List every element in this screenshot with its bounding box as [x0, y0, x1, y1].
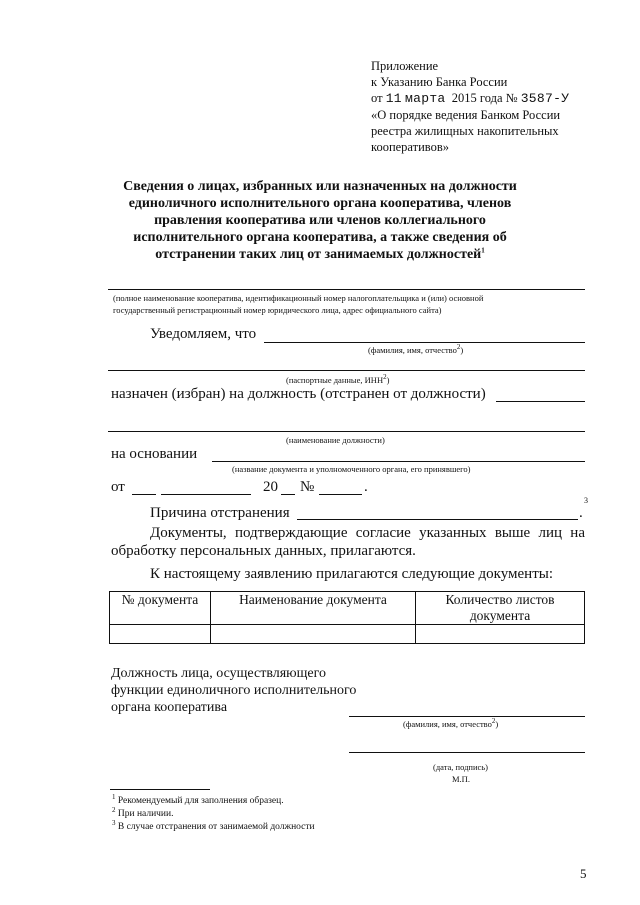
appointed-field[interactable]: [496, 401, 585, 402]
appendix-line2: к Указанию Банка России: [371, 75, 508, 89]
signature-date-field[interactable]: [349, 752, 585, 753]
date-line-period: .: [364, 479, 368, 495]
date-day-field[interactable]: [132, 494, 156, 495]
signature-date-caption: (дата, подпись): [433, 762, 489, 772]
date-month-field[interactable]: [161, 494, 251, 495]
fio-caption: (фамилия, имя, отчество$^2$): [368, 343, 464, 355]
signature-fio-mark: 2: [491, 717, 496, 726]
date-year-field[interactable]: [281, 494, 295, 495]
appendix-line1: Приложение: [371, 59, 439, 73]
seal-label: М.П.: [452, 774, 470, 784]
reason-period: .: [579, 505, 583, 521]
footnote-1-text: Рекомендуемый для заполнения образец.: [117, 796, 284, 806]
basis-label: на основании: [111, 446, 198, 462]
fio-caption-text: (фамилия, имя, отчество: [368, 345, 457, 355]
footnote-1-mark: 1: [112, 792, 116, 801]
title-footnote-mark: 1: [481, 246, 485, 255]
appendix-suffix: -У: [553, 91, 570, 106]
title-line5: [80, 246, 560, 263]
row-doc-number-cell[interactable]: [110, 625, 211, 644]
table-row: [110, 625, 585, 644]
header-doc-number: № документа: [110, 592, 211, 625]
basis-caption: (название документа и уполномоченного органа, его принявшего): [232, 464, 471, 474]
coop-name-field[interactable]: [108, 289, 585, 290]
footnote-3-mark: 3: [112, 818, 116, 827]
appendix-month: марта: [405, 91, 446, 106]
footnotes-block: [112, 792, 315, 834]
appendix-line4: «О порядке ведения Банком России: [371, 108, 561, 122]
passport-caption-mark: 2: [383, 373, 387, 382]
footnote-2-text: При наличии.: [117, 809, 174, 819]
appendix-from: от: [371, 91, 383, 105]
number-field[interactable]: [319, 494, 362, 495]
header-doc-name: Наименование документа: [211, 592, 416, 625]
page-number: 5: [580, 866, 587, 881]
passport-caption: (паспортные данные, ИНН$^2$): [286, 373, 390, 385]
fio-field[interactable]: [264, 342, 585, 343]
position-field[interactable]: [108, 431, 585, 432]
footnote-2-mark: 2: [112, 805, 116, 814]
reason-field[interactable]: [297, 519, 578, 520]
reason-footnote-mark: 3: [584, 496, 588, 505]
appendix-block: [371, 58, 569, 155]
position-caption: (наименование должности): [286, 435, 385, 445]
footnote-3-text: В случае отстранения от занимаемой должности: [117, 822, 315, 832]
fio-caption-mark: 2: [456, 343, 461, 352]
appendix-line3: [371, 90, 569, 107]
passport-caption-text: (паспортные данные, ИНН: [286, 375, 384, 385]
documents-table: [109, 591, 585, 644]
title-line2: единоличного исполнительного органа кооператива, членов: [128, 196, 512, 211]
signature-fio-field[interactable]: [349, 716, 585, 717]
table-header-row: [110, 592, 585, 625]
appendix-line5: реестра жилищных накопительных: [371, 124, 559, 138]
consent-line1: Документы, подтверждающие согласие указанных выше лиц на: [150, 525, 585, 541]
title-line4: исполнительного органа кооператива, а также сведения об: [133, 230, 507, 245]
attached-docs-text: К настоящему заявлению прилагаются следующие документы:: [150, 566, 554, 582]
signature-line1: Должность лица, осуществляющего: [111, 666, 327, 681]
number-sign: №: [300, 479, 315, 495]
footnote-2: [112, 805, 315, 821]
title-line1: Сведения о лицах, избранных или назначенных на должности: [123, 179, 517, 194]
footnote-divider: [110, 789, 210, 790]
consent-line2: обработку персональных данных, прилагаются.: [111, 543, 416, 559]
title-line3: правления кооператива или членов коллегиального: [154, 213, 486, 228]
appendix-year: 2015 года №: [451, 91, 518, 105]
notify-label: Уведомляем, что: [150, 326, 257, 342]
date-from-label: от: [111, 479, 125, 495]
date-year-prefix: 20: [263, 479, 278, 495]
footnote-1: [112, 792, 315, 808]
coop-caption-line1: (полное наименование кооператива, идентификационный номер налогоплательщика и (или) основной: [113, 293, 484, 303]
header-page-count: Количество листов документа: [416, 592, 585, 625]
basis-field[interactable]: [212, 461, 585, 462]
row-doc-name-cell[interactable]: [211, 625, 416, 644]
reason-label: Причина отстранения: [150, 505, 290, 521]
appointed-label: назначен (избран) на должность (отстранен от должности): [111, 386, 486, 402]
signature-line2: функции единоличного исполнительного: [111, 683, 357, 698]
signature-fio-caption-text: (фамилия, имя, отчество: [403, 719, 492, 729]
appendix-line6: кооперативов»: [371, 140, 450, 154]
appendix-number: 3587: [520, 91, 554, 106]
appendix-day: 11: [385, 91, 402, 106]
signature-line3: органа кооператива: [111, 700, 228, 715]
signature-fio-caption: (фамилия, имя, отчество$^2$): [403, 717, 499, 729]
row-page-count-cell[interactable]: [416, 625, 585, 644]
title-line5-text: отстранении таких лиц от занимаемых должностей: [155, 247, 482, 262]
footnote-3: [112, 818, 315, 834]
document-title: [80, 178, 560, 263]
signature-position-block: [111, 665, 356, 716]
coop-caption-line2: государственный регистрационный номер юридического лица, адрес официального сайта): [113, 305, 442, 315]
passport-field[interactable]: [108, 370, 585, 371]
